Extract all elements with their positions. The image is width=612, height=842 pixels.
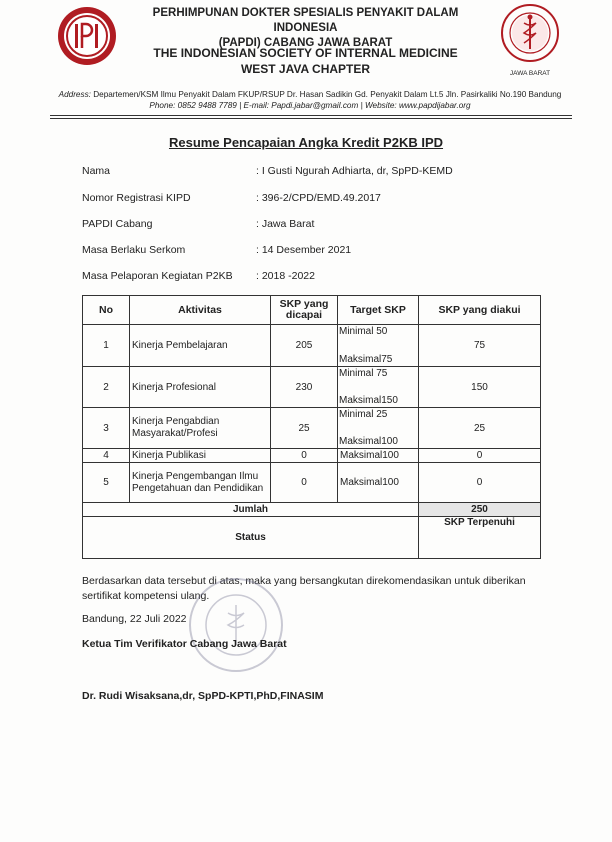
info-label: Masa Berlaku Serkom [82,244,186,256]
table-status-row [83,517,541,559]
cell-no: 1 [83,325,130,367]
signatory-name: Dr. Rudi Wisaksana,dr, SpPD-KPTI,PhD,FINASIM [82,690,324,702]
total-value: 250 [419,503,541,517]
header-activity: Aktivitas [130,296,271,325]
cell-activity: Kinerja Pengembangan Ilmu Pengetahuan dan Pendidikan [130,463,271,503]
cell-activity: Kinerja Pengabdian Masyarakat/Profesi [130,408,271,449]
chapter-seal-logo [500,3,560,63]
document-title: Resume Pencapaian Angka Kredit P2KB IPD [168,135,444,150]
letterhead-rule-thin [50,118,572,119]
contact-text: Phone: 0852 9488 7789 | E-mail: Papdi.jabar@gmail.com | Website: www.papdijabar.org [149,101,471,110]
cell-achieved: 25 [271,408,338,449]
cell-no: 5 [83,463,130,503]
cell-target [338,408,419,449]
cell-recognized: 0 [419,463,541,503]
org-name-en [128,45,483,77]
skp-table [82,295,541,559]
address-label: Address: [58,90,91,99]
info-value: : 396-2/CPD/EMD.49.2017 [256,192,381,204]
header-achieved: SKP yang dicapai [271,296,338,325]
table-row [83,367,541,408]
table-row [83,449,541,463]
org-en-line2: WEST JAVA CHAPTER [240,62,371,76]
cell-recognized: 0 [419,449,541,463]
cell-achieved: 0 [271,463,338,503]
info-label: Nomor Registrasi KIPD [82,192,191,204]
header-no: No [83,296,130,325]
cell-activity: Kinerja Pembelajaran [130,325,271,367]
cell-target [338,367,419,408]
target-max: Maksimal75 [339,354,393,365]
signing-date: Bandung, 22 Juli 2022 [82,613,187,625]
info-value: : 2018 -2022 [256,270,315,282]
cell-target: Maksimal100 [338,463,419,503]
cell-no: 4 [83,449,130,463]
info-value: : Jawa Barat [256,218,315,230]
header-recognized: SKP yang diakui [419,296,541,325]
cell-achieved: 205 [271,325,338,367]
address-text: Departemen/KSM Ilmu Penyakit Dalam FKUP/RSUP Dr. Hasan Sadikin Gd. Penyakit Dalam Lt.5 Jln. Pasirkaliki No.190 Bandung [93,90,562,99]
table-row [83,408,541,449]
header-target: Target SKP [338,296,419,325]
papdi-logo [56,5,118,67]
target-min: Minimal 50 [339,326,388,337]
signatory-title: Ketua Tim Verifikator Cabang Jawa Barat [82,638,287,650]
address-block [50,89,570,111]
table-header-row [83,296,541,325]
info-value: : 14 Desember 2021 [256,244,352,256]
cell-achieved: 230 [271,367,338,408]
info-label: Nama [82,165,111,177]
cell-activity: Kinerja Publikasi [130,449,271,463]
status-value: SKP Terpenuhi [419,517,541,559]
cell-no: 2 [83,367,130,408]
chapter-stamp [186,575,286,675]
info-label: PAPDI Cabang [82,218,153,230]
cell-recognized: 150 [419,367,541,408]
cell-target [338,325,419,367]
cell-achieved: 0 [271,449,338,463]
table-total-row [83,503,541,517]
target-min: Minimal 75 [339,368,388,379]
cell-recognized: 75 [419,325,541,367]
cell-activity: Kinerja Profesional [130,367,271,408]
table-row [83,325,541,367]
target-max: Maksimal150 [339,395,398,406]
info-label: Masa Pelaporan Kegiatan P2KB [82,270,233,282]
status-label: Status [83,517,419,559]
table-row [83,463,541,503]
right-logo-caption: JAWA BARAT [509,70,551,77]
cell-recognized: 25 [419,408,541,449]
cell-target: Maksimal100 [338,449,419,463]
info-value: : I Gusti Ngurah Adhiarta, dr, SpPD-KEMD [256,165,453,177]
letterhead-rule [50,115,572,116]
target-min: Minimal 25 [339,409,388,420]
org-line2: (PAPDI) CABANG JAWA BARAT [218,37,393,49]
org-line1: PERHIMPUNAN DOKTER SPESIALIS PENYAKIT DALAM INDONESIA [152,7,459,34]
recommendation-text: Berdasarkan data tersebut di atas, maka yang bersangkutan direkomendasikan untuk diberikan sertifikat kompetensi ulang. [82,575,526,602]
cell-no: 3 [83,408,130,449]
org-en-line1: THE INDONESIAN SOCIETY OF INTERNAL MEDICINE [153,46,458,60]
target-max: Maksimal100 [339,436,398,447]
total-label: Jumlah [83,503,419,517]
